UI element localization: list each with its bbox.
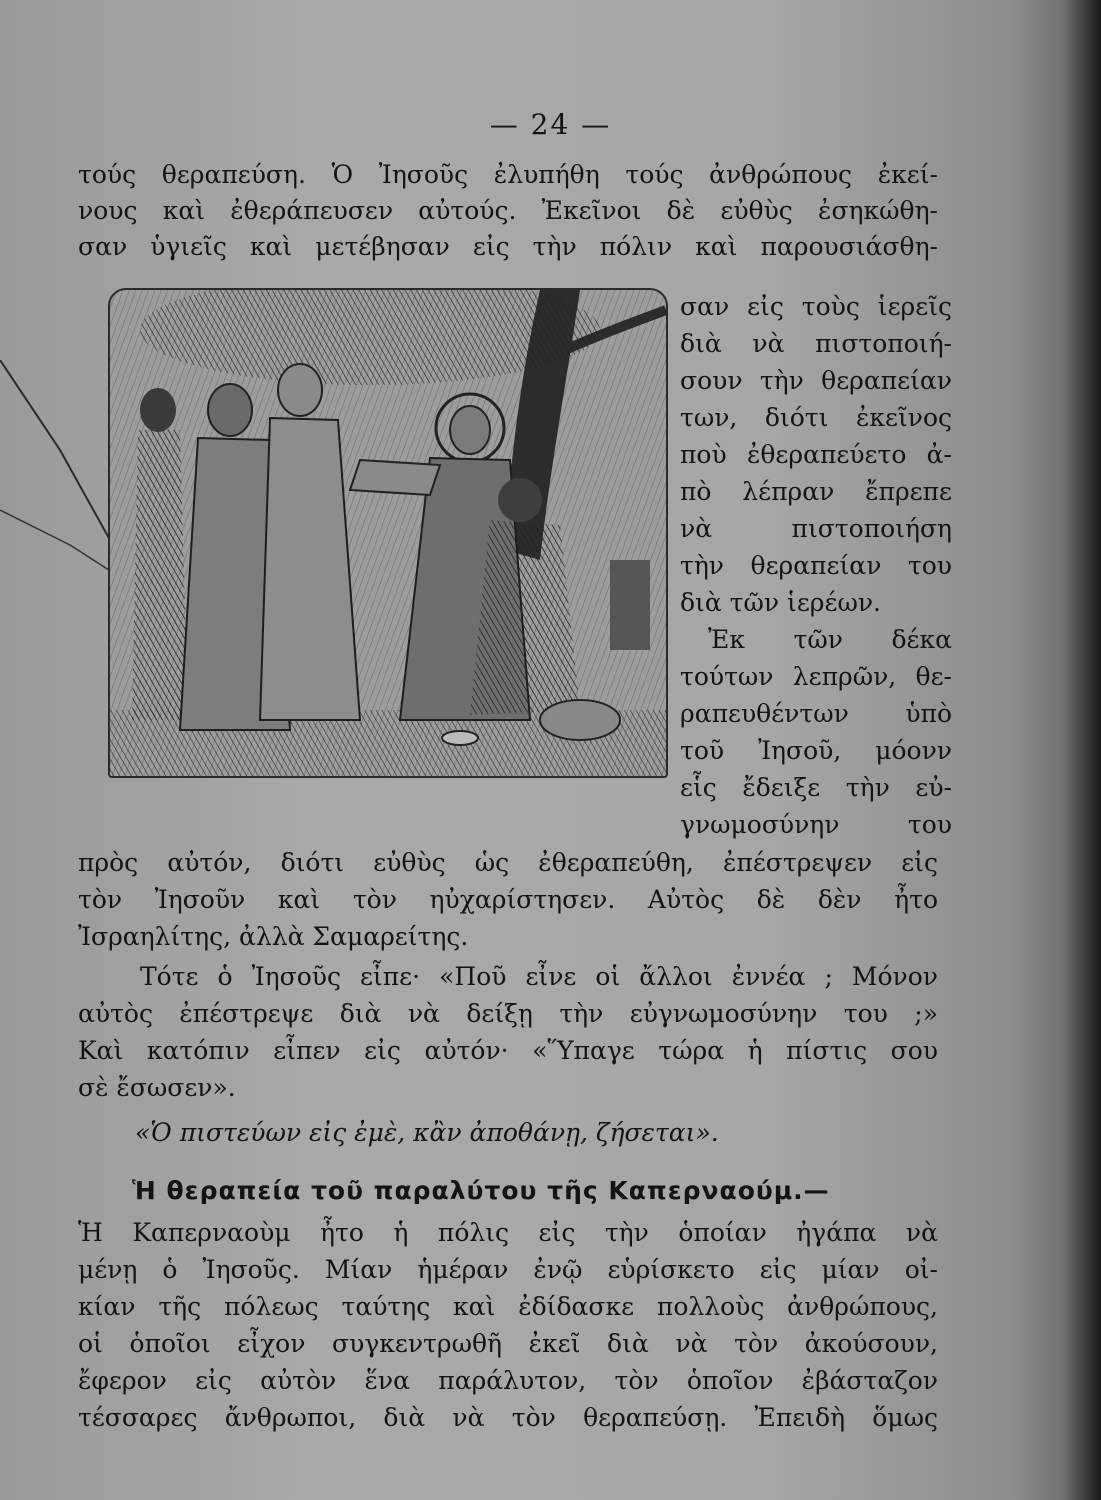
text-line: τούς θεραπεύση. Ὁ Ἰησοῦς ἐλυπήθη τούς ἀνθρώπους ἐκεί- — [78, 160, 938, 189]
text-line: κίαν τῆς πόλεως ταύτης καὶ ἐδίδασκε πολλοὺς ἀνθρώπους, — [78, 1292, 938, 1321]
text-line: σαν ὑγιεῖς καὶ μετέβησαν εἰς τὴν πόλιν καὶ παρουσιάσθη- — [78, 232, 938, 261]
text-line: πὸ λέπραν ἔπρεπε — [680, 477, 952, 506]
text-line: μένῃ ὁ Ἰησοῦς. Μίαν ἡμέραν ἐνῷ εὑρίσκετο εἰς μίαν οἰ- — [78, 1255, 938, 1284]
text-line: γνωμοσύνην του — [680, 810, 952, 839]
text-line: τέσσαρες ἄνθρωποι, διὰ νὰ τὸν θεραπεύσῃ. Ἐπειδὴ ὅμως — [78, 1403, 938, 1432]
text-line: Ἐκ τῶν δέκα — [708, 625, 952, 654]
text-line: νὰ πιστοποιήση — [680, 514, 952, 543]
text-line: Καὶ κατόπιν εἶπεν εἰς αὐτόν· «Ὕπαγε τώρα ἡ πίστις σου — [78, 1036, 938, 1065]
engraving-healing-scene — [110, 290, 666, 776]
text-line: νους καὶ ἐθεράπευσεν αὐτούς. Ἐκεῖνοι δὲ εὐθὺς ἐσηκώθη- — [78, 196, 938, 225]
text-line: Ἡ Καπερναοὺμ ἦτο ἡ πόλις εἰς τὴν ὁποίαν ἠγάπα νὰ — [78, 1218, 938, 1247]
section-heading: Ἡ θεραπεία τοῦ παραλύτου τῆς Καπερναούμ.— — [132, 1176, 830, 1205]
text-line: σὲ ἔσωσεν». — [78, 1073, 236, 1102]
text-line: τούτων λεπρῶν, θε- — [680, 662, 952, 691]
text-line: διὰ τῶν ἱερέων. — [680, 588, 881, 617]
text-line: των, διότι ἐκεῖνος — [680, 403, 952, 432]
text-line: ποὺ ἐθεραπεύετο ἀ- — [680, 440, 952, 469]
text-line: ραπευθέντων ὑπὸ — [680, 699, 952, 728]
page-binding-shadow — [1063, 0, 1101, 1500]
text-line: Τότε ὁ Ἰησοῦς εἶπε· «Ποῦ εἶνε οἱ ἄλλοι ἐννέα ; Μόνον — [140, 962, 938, 991]
text-line: διὰ νὰ πιστοποιή- — [680, 329, 952, 358]
text-line: σουν τὴν θεραπείαν — [680, 366, 952, 395]
text-line: οἱ ὁποῖοι εἶχον συγκεντρωθῆ ἐκεῖ διὰ νὰ τὸν ἀκούσουν, — [78, 1329, 938, 1358]
text-line: Ἰσραηλίτης, ἀλλὰ Σαμαρείτης. — [78, 922, 469, 951]
scripture-quote: «Ὁ πιστεύων εἰς ἐμὲ, κἂν ἀποθάνῃ, ζήσεται». — [135, 1118, 719, 1147]
text-line: ἔφερον εἰς αὐτὸν ἕνα παράλυτον, τὸν ὁποῖον ἐβάσταζον — [78, 1366, 938, 1395]
text-line: τὴν θεραπείαν του — [680, 551, 952, 580]
text-line: πρὸς αὐτόν, διότι εὐθὺς ὡς ἐθεραπεύθη, ἐπέστρεψεν εἰς — [78, 848, 938, 877]
text-line: αὐτὸς ἐπέστρεψε διὰ νὰ δείξῃ τὴν εὐγνωμοσύνην του ;» — [78, 999, 938, 1028]
page-number: — 24 — — [489, 108, 612, 141]
text-line: εἷς ἔδειξε τὴν εὐ- — [680, 773, 952, 802]
engraving-illustration — [108, 288, 668, 778]
text-line: τὸν Ἰησοῦν καὶ τὸν ηὐχαρίστησεν. Αὐτὸς δὲ δὲν ἦτο — [78, 885, 938, 914]
text-line: τοῦ Ἰησοῦ, μόονν — [680, 736, 952, 765]
text-line: σαν εἰς τοὺς ἱερεῖς — [680, 292, 952, 321]
